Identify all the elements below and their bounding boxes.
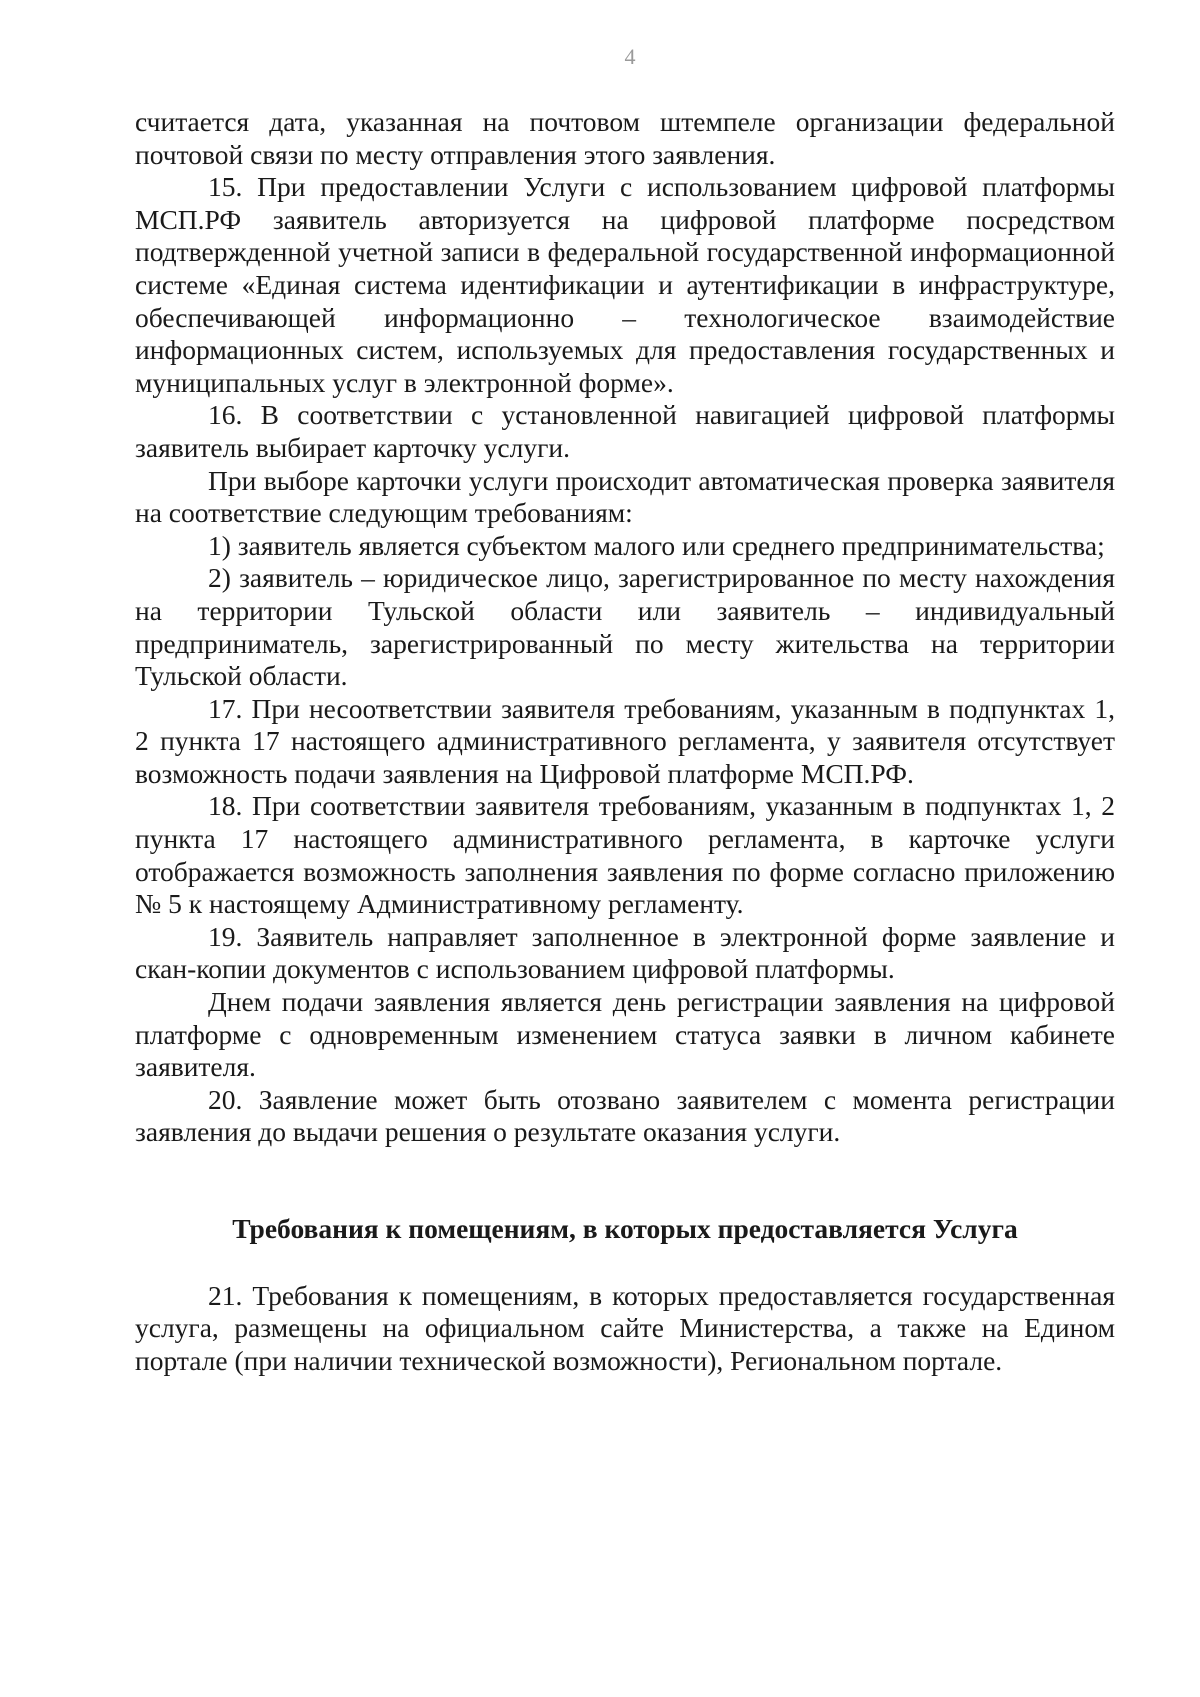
requirement-item-2: 2) заявитель – юридическое лицо, зарегистрированное по месту нахождения на территории Тульской области или заявитель – индивидуальный предприниматель, зарегистрированный по месту жительства на территории Тульской области. [135,562,1115,692]
paragraph-20: 20. Заявление может быть отозвано заявителем с момента регистрации заявления до выдачи решения о результате оказания услуги. [135,1083,1115,1148]
document-body [135,106,1115,1377]
section-heading: Требования к помещениям, в которых предоставляется Услуга [232,1213,1018,1244]
paragraph-19: 19. Заявитель направляет заполненное в электронной форме заявление и скан-копии документов с использованием цифровой платформы. [135,920,1115,985]
paragraph-21: 21. Требования к помещениям, в которых предоставляется государственная услуга, размещены на официальном сайте Министерства, а также на Едином портале (при наличии технической возможности), Региональном портале. [135,1279,1115,1376]
paragraph-17: 17. При несоответствии заявителя требованиям, указанным в подпунктах 1, 2 пункта 17 настоящего административного регламента, у заявителя отсутствует возможность подачи заявления на Цифровой платформе МСП.РФ. [135,692,1115,789]
paragraph-submission-day: Днем подачи заявления является день регистрации заявления на цифровой платформе с одновременным изменением статуса заявки в личном кабинете заявителя. [135,986,1115,1083]
paragraph-18: 18. При соответствии заявителя требованиям, указанным в подпунктах 1, 2 пункта 17 настоящего административного регламента, в карточке услуги отображается возможность заполнения заявления по форме согласно приложению № 5 к настоящему Административному регламенту. [135,790,1115,920]
paragraph-requirements-intro: При выборе карточки услуги происходит автоматическая проверка заявителя на соответствие следующим требованиям: [135,464,1115,529]
page-number: 4 [624,44,636,69]
paragraph-15: 15. При предоставлении Услуги с использованием цифровой платформы МСП.РФ заявитель авторизуется на цифровой платформе посредством подтвержденной учетной записи в федеральной государственной информационной системе «Единая система идентификации и аутентификации в инфраструктуре, обеспечивающей информационно – технологическое взаимодействие информационных систем, используемых для предоставления государственных и муниципальных услуг в электронной форме». [135,171,1115,398]
paragraph-continuation: считается дата, указанная на почтовом штемпеле организации федеральной почтовой связи по месту отправления этого заявления. [135,106,1115,170]
paragraph-16: 16. В соответствии с установленной навигацией цифровой платформы заявитель выбирает карточку услуги. [135,399,1115,463]
requirement-item-1: 1) заявитель является субъектом малого или среднего предпринимательства; [208,529,1105,561]
